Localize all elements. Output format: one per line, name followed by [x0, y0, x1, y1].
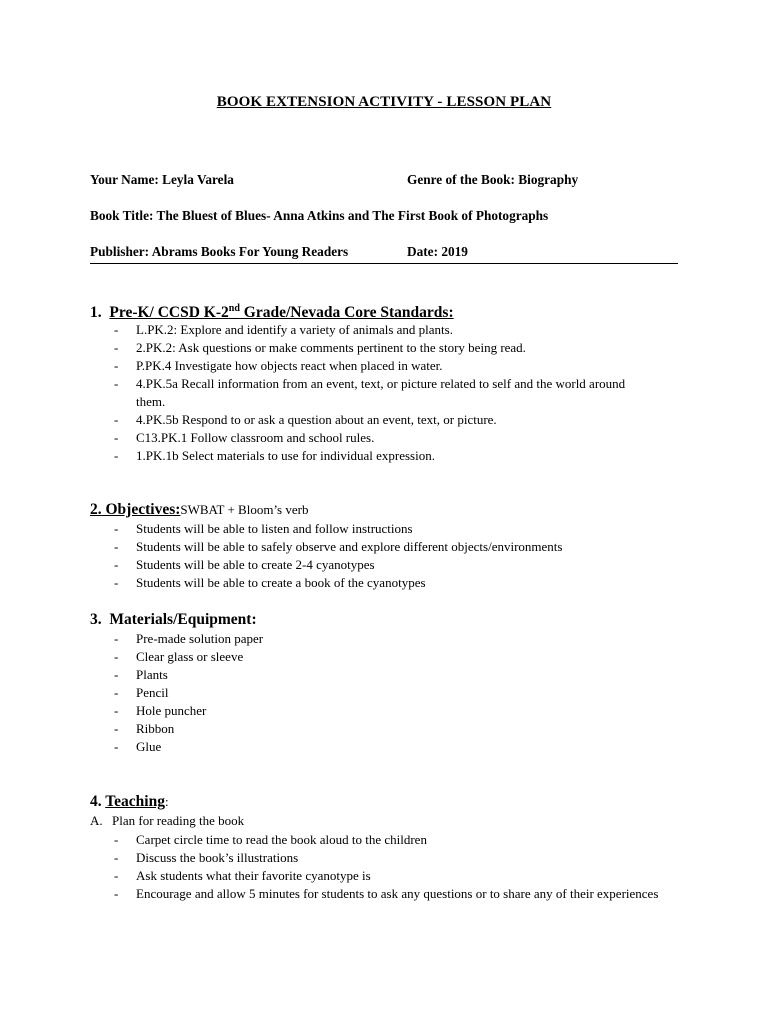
- list-item: - Ask students what their favorite cyanotype is: [114, 867, 674, 885]
- materials-list: [114, 630, 674, 756]
- section-3-number: 3.: [90, 611, 102, 628]
- section-4-colon: :: [164, 794, 169, 809]
- section-1-heading: [90, 303, 454, 322]
- section-1-number: 1.: [90, 304, 102, 322]
- section-2-heading: [90, 501, 308, 519]
- document-title: BOOK EXTENSION ACTIVITY - LESSON PLAN: [216, 94, 552, 110]
- section-4-number: 4.: [90, 793, 102, 810]
- list-item: - Discuss the book’s illustrations: [114, 849, 674, 867]
- list-item: - Clear glass or sleeve: [114, 648, 674, 666]
- your-name: Your Name: Leyla Varela: [90, 172, 234, 187]
- list-item: - Ribbon: [114, 720, 674, 738]
- sub-item-letter: A.: [90, 813, 103, 828]
- list-item: - Glue: [114, 738, 674, 756]
- list-item: - Pre-made solution paper: [114, 630, 674, 648]
- list-item: - Students will be able to create 2-4 cyanotypes: [114, 556, 674, 574]
- list-item: - 1.PK.1b Select materials to use for individual expression.: [114, 447, 674, 465]
- list-item: - Plants: [114, 666, 674, 684]
- name-genre-row: [90, 172, 579, 188]
- section-3-heading: [90, 611, 257, 629]
- book-title-row: [90, 208, 548, 224]
- list-item: - 4.PK.5a Recall information from an event, text, or picture related to self and the world around them.: [114, 375, 656, 411]
- publisher: Publisher: Abrams Books For Young Readers: [90, 244, 349, 259]
- list-item: - 4.PK.5b Respond to or ask a question about an event, text, or picture.: [114, 411, 674, 429]
- publisher-date-row: [90, 244, 468, 260]
- list-item: - C13.PK.1 Follow classroom and school rules.: [114, 429, 674, 447]
- standards-list: [114, 321, 674, 465]
- teaching-list: [114, 831, 674, 903]
- book-title: Book Title: The Bluest of Blues- Anna Atkins and The First Book of Photographs: [90, 208, 549, 223]
- section-1-title-sup: nd: [228, 303, 240, 314]
- sub-item-a: [90, 813, 244, 829]
- book-genre: Genre of the Book: Biography: [407, 172, 579, 187]
- section-2-title: Objectives:: [105, 501, 181, 518]
- sub-item-label: Plan for reading the book: [112, 813, 245, 828]
- section-2-note: SWBAT + Bloom’s verb: [180, 502, 309, 517]
- publish-date: Date: 2019: [407, 244, 468, 259]
- section-3-title: Materials/Equipment:: [109, 611, 257, 628]
- list-item: - Encourage and allow 5 minutes for students to ask any questions or to share any of their experiences: [114, 885, 676, 903]
- section-1-title-post: Grade/Nevada Core Standards:: [239, 304, 454, 322]
- section-1-title: [109, 304, 453, 321]
- header-divider: [90, 263, 678, 264]
- objectives-list: [114, 520, 674, 592]
- list-item: - P.PK.4 Investigate how objects react when placed in water.: [114, 357, 674, 375]
- section-4-title: Teaching: [105, 793, 165, 810]
- section-4-heading: [90, 793, 169, 811]
- list-item: - Students will be able to create a book of the cyanotypes: [114, 574, 674, 592]
- list-item: - Students will be able to safely observe and explore different objects/environments: [114, 538, 674, 556]
- list-item: - Students will be able to listen and follow instructions: [114, 520, 674, 538]
- list-item: - Carpet circle time to read the book aloud to the children: [114, 831, 674, 849]
- list-item: - Pencil: [114, 684, 674, 702]
- list-item: - 2.PK.2: Ask questions or make comments pertinent to the story being read.: [114, 339, 674, 357]
- list-item: - L.PK.2: Explore and identify a variety of animals and plants.: [114, 321, 674, 339]
- section-1-title-pre: Pre-K/ CCSD K-2: [109, 304, 229, 322]
- section-2-number: 2.: [90, 501, 102, 518]
- list-item: - Hole puncher: [114, 702, 674, 720]
